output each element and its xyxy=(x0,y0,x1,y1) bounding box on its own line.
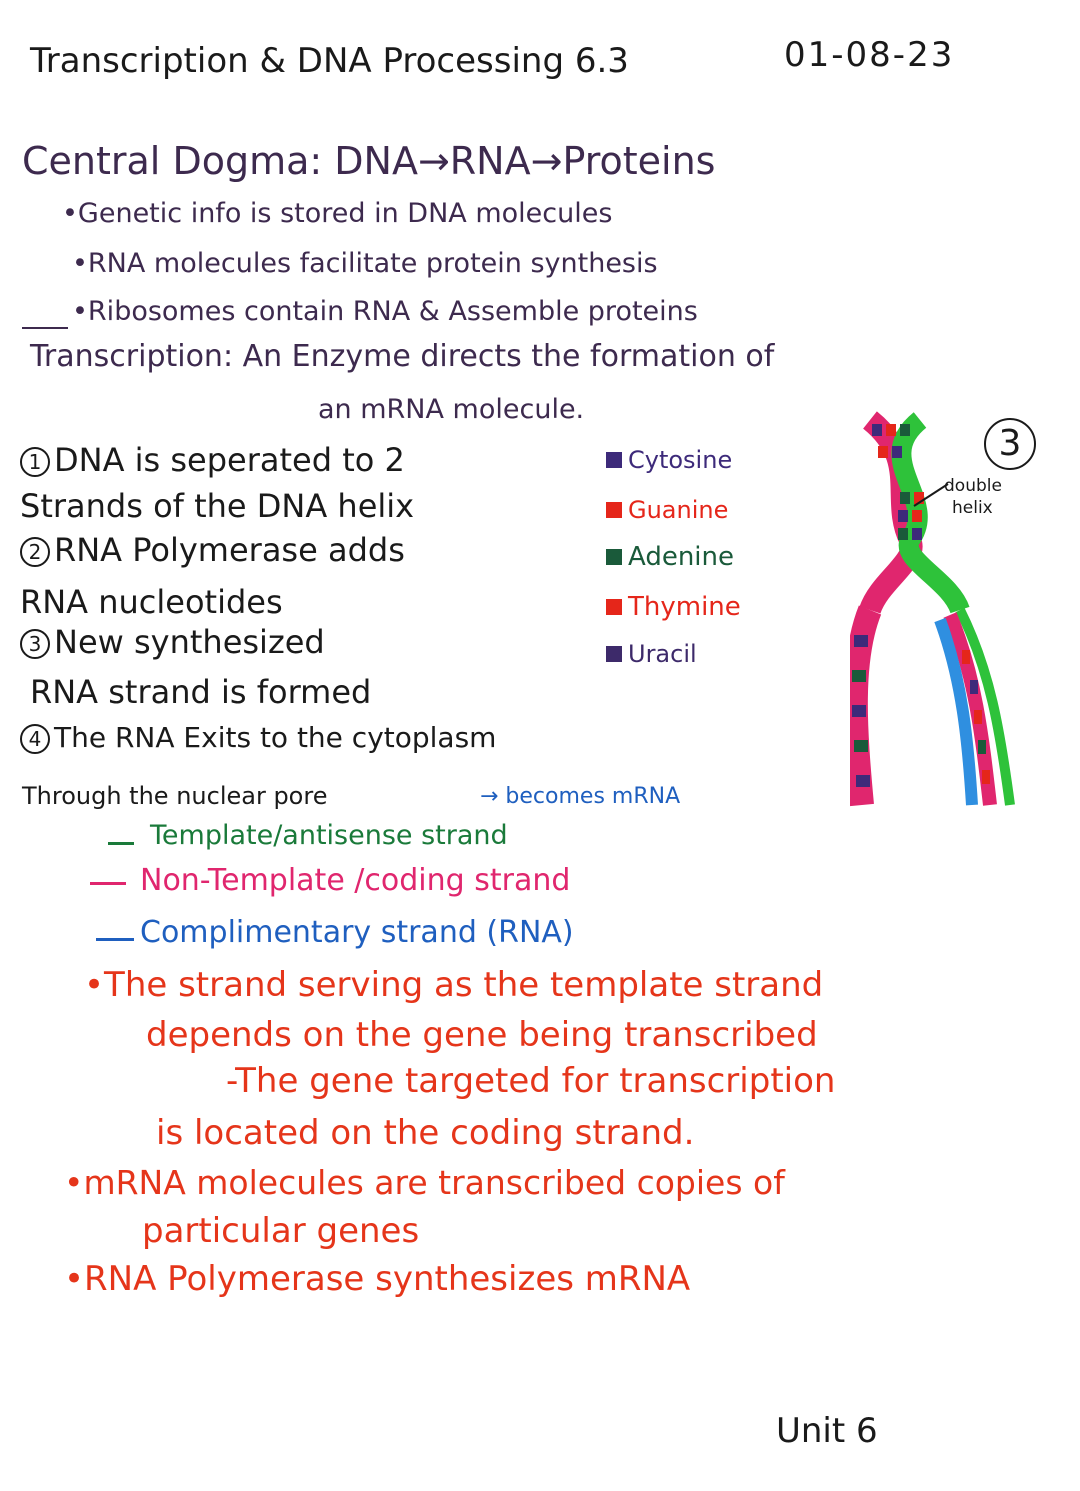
strand-key-template: Template/antisense strand xyxy=(150,820,508,851)
step-4-text: The RNA Exits to the cytoplasm xyxy=(54,721,497,754)
step-number-3: 3 xyxy=(20,629,50,659)
step-1-text: DNA is seperated to 2 xyxy=(54,441,405,479)
central-dogma-heading: Central Dogma: DNA→RNA→Proteins xyxy=(22,139,716,183)
step-1-text-cont: Strands of the DNA helix xyxy=(20,487,415,525)
legend-swatch-adenine xyxy=(606,549,622,565)
note-2: •mRNA molecules are transcribed copies of xyxy=(64,1163,785,1202)
dogma-bullet-2: •RNA molecules facilitate protein synthesis xyxy=(72,248,658,279)
step-2-text-cont: RNA nucleotides xyxy=(20,583,283,621)
note-3: •RNA Polymerase synthesizes mRNA xyxy=(64,1259,691,1299)
dogma-bullet-1: •Genetic info is stored in DNA molecules xyxy=(62,198,613,229)
legend-label-uracil: Uracil xyxy=(628,640,697,668)
legend-swatch-thymine xyxy=(606,599,622,615)
step-3 xyxy=(20,623,325,661)
diagram-label-helix: helix xyxy=(952,498,993,518)
key-dash-complementary xyxy=(96,938,134,941)
step-4 xyxy=(20,721,497,754)
unit-label: Unit 6 xyxy=(776,1411,878,1451)
strand-key-nontemplate: Non-Template /coding strand xyxy=(140,863,571,898)
note-1-sub: -The gene targeted for transcription xyxy=(226,1061,836,1101)
strand-key-complementary: Complimentary strand (RNA) xyxy=(140,915,574,950)
legend-label-cytosine: Cytosine xyxy=(628,446,733,474)
note-1-sub-cont: is located on the coding strand. xyxy=(156,1113,695,1153)
step-3-text-cont: RNA strand is formed xyxy=(30,673,372,711)
legend-adenine xyxy=(606,542,734,572)
transcription-definition-cont: an mRNA molecule. xyxy=(318,394,585,425)
step-4-text-cont: Through the nuclear pore xyxy=(22,782,328,810)
legend-guanine xyxy=(606,496,728,524)
diagram-step-number: 3 xyxy=(984,418,1036,470)
note-1: •The strand serving as the template strand xyxy=(84,965,824,1005)
step-1 xyxy=(20,441,405,479)
step-3-text: New synthesized xyxy=(54,623,325,661)
step-number-4: 4 xyxy=(20,724,50,754)
legend-cytosine xyxy=(606,446,732,474)
legend-swatch-uracil xyxy=(606,646,622,662)
legend-label-guanine: Guanine xyxy=(628,496,729,524)
page-title: Transcription & DNA Processing 6.3 xyxy=(30,41,629,81)
step-number-2: 2 xyxy=(20,537,50,567)
page-date: 01-08-23 xyxy=(784,35,955,75)
legend-thymine xyxy=(606,592,741,622)
step-number-1: 1 xyxy=(20,447,50,477)
note-1-cont: depends on the gene being transcribed xyxy=(146,1015,818,1055)
key-dash-template xyxy=(108,842,134,845)
diagram-label-double: double xyxy=(944,476,1002,496)
legend-swatch-guanine xyxy=(606,502,622,518)
note-2-cont: particular genes xyxy=(142,1211,420,1251)
dna-helix-diagram xyxy=(850,410,1050,810)
step-2 xyxy=(20,531,405,569)
transcription-definition: Transcription: An Enzyme directs the formation of xyxy=(30,339,775,374)
key-dash-nontemplate xyxy=(90,882,126,885)
dogma-bullet-3: •Ribosomes contain RNA & Assemble proteins xyxy=(72,296,698,327)
step-4-result: → becomes mRNA xyxy=(480,784,681,809)
legend-label-thymine: Thymine xyxy=(628,592,741,622)
section-divider xyxy=(22,327,68,329)
legend-swatch-cytosine xyxy=(606,452,622,468)
legend-label-adenine: Adenine xyxy=(628,542,735,572)
legend-uracil xyxy=(606,640,697,668)
step-2-text: RNA Polymerase adds xyxy=(54,531,405,569)
